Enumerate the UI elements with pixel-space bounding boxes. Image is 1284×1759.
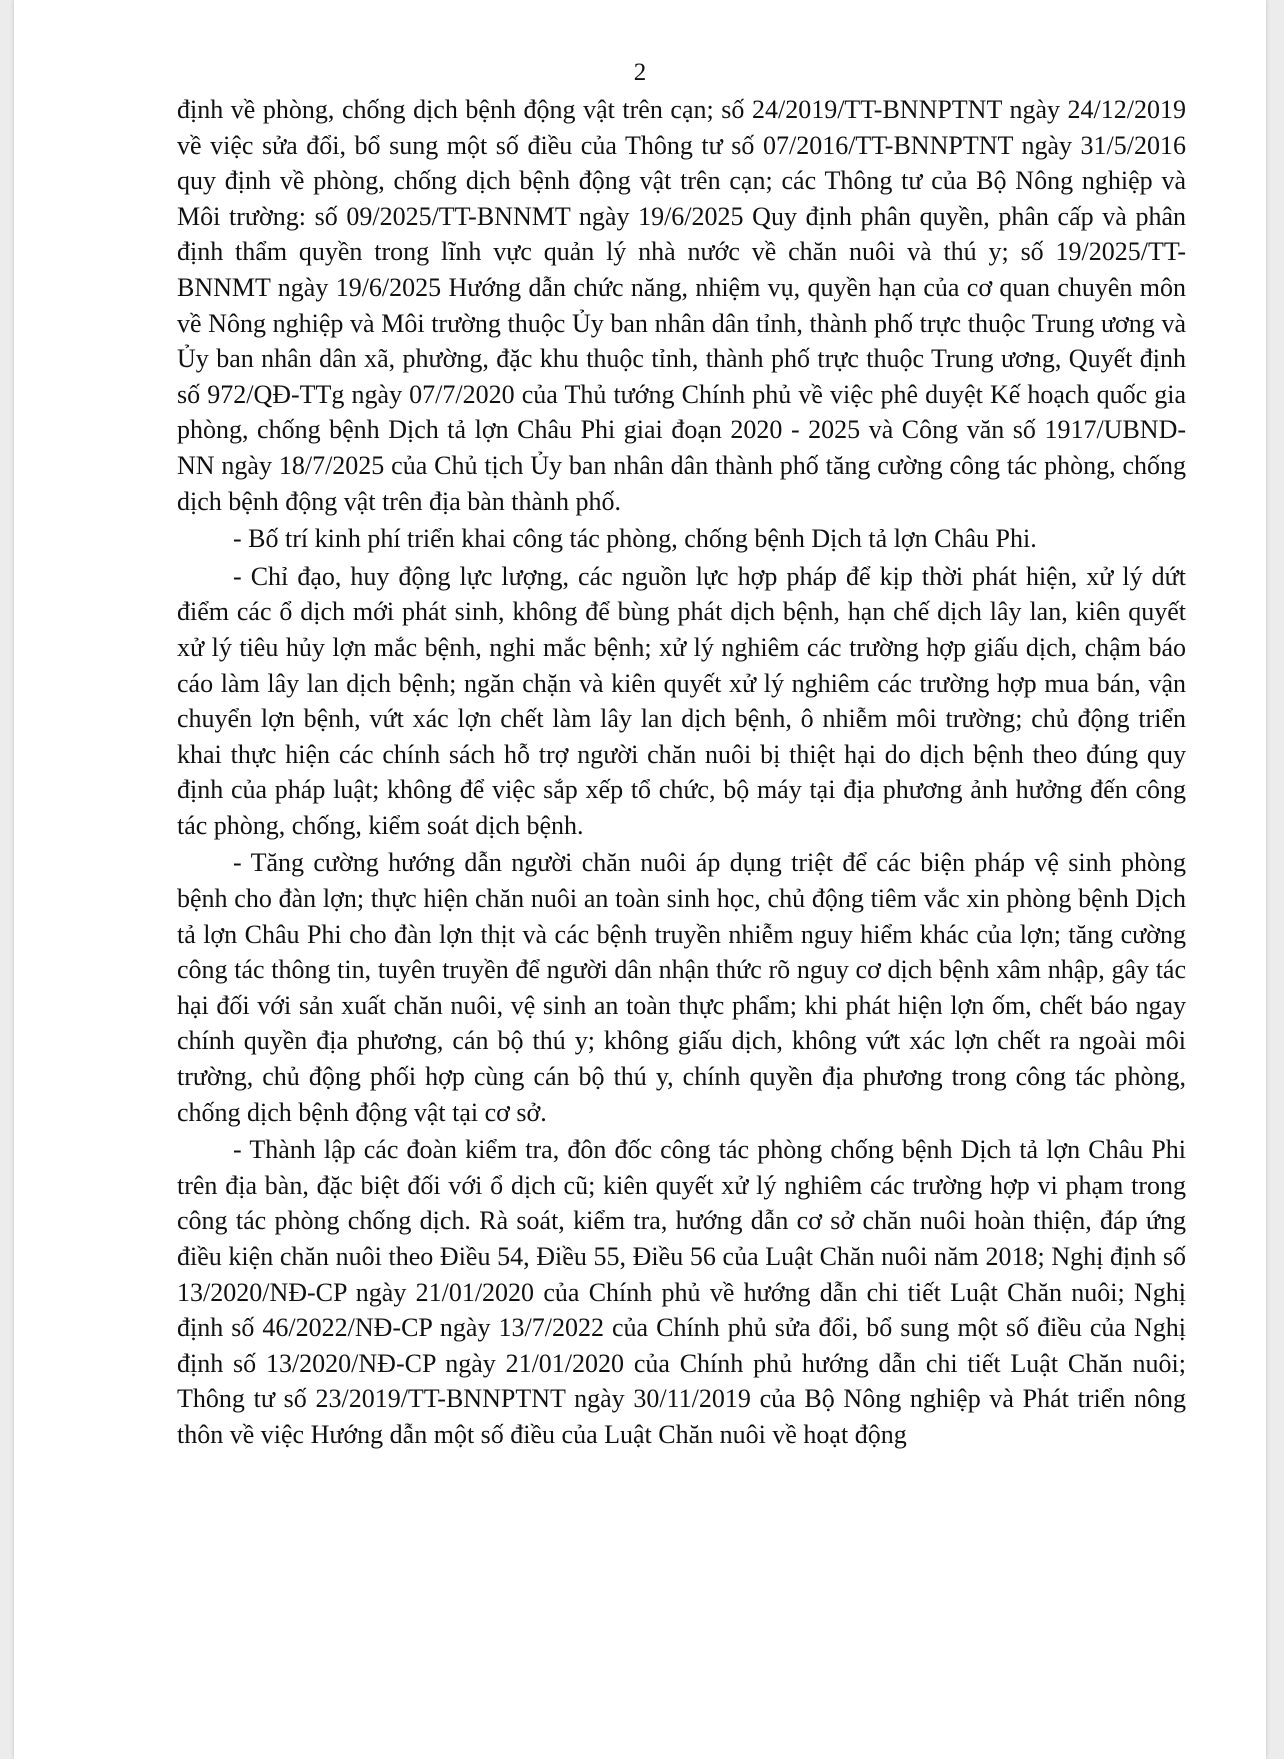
document-body [177,92,1186,1455]
paragraph-inspection: - Thành lập các đoàn kiểm tra, đôn đốc công tác phòng chống bệnh Dịch tả lợn Châu Phi trên địa bàn, đặc biệt đối với ổ dịch cũ; kiên quyết xử lý nghiêm các trường hợp vi phạm trong công tác phòng chống dịch. Rà soát, kiểm tra, hướng dẫn cơ sở chăn nuôi hoàn thiện, đáp ứng điều kiện chăn nuôi theo Điều 54, Điều 55, Điều 56 của Luật Chăn nuôi năm 2018; Nghị định số 13/2020/NĐ-CP ngày 21/01/2020 của Chính phủ về hướng dẫn chi tiết Luật Chăn nuôi; Nghị định số 46/2022/NĐ-CP ngày 13/7/2022 của Chính phủ sửa đổi, bổ sung một số điều của Nghị định số 13/2020/NĐ-CP ngày 21/01/2020 của Chính phủ hướng dẫn chi tiết Luật Chăn nuôi; Thông tư số 23/2019/TT-BNNPTNT ngày 30/11/2019 của Bộ Nông nghiệp và Phát triển nông thôn về việc Hướng dẫn một số điều của Luật Chăn nuôi về hoạt động [177,1135,1186,1449]
paragraph-continuation: định về phòng, chống dịch bệnh động vật trên cạn; số 24/2019/TT-BNNPTNT ngày 24/12/2019 về việc sửa đổi, bổ sung một số điều của Thông tư số 07/2016/TT-BNNPTNT ngày 31/5/2016 quy định về phòng, chống dịch bệnh động vật trên cạn; các Thông tư của Bộ Nông nghiệp và Môi trường: số 09/2025/TT-BNNMT ngày 19/6/2025 Quy định phân quyền, phân cấp và phân định thẩm quyền trong lĩnh vực quản lý nhà nước về chăn nuôi và thú y; số 19/2025/TT-BNNMT ngày 19/6/2025 Hướng dẫn chức năng, nhiệm vụ, quyền hạn của cơ quan chuyên môn về Nông nghiệp và Môi trường thuộc Ủy ban nhân dân tỉnh, thành phố trực thuộc Trung ương và Ủy ban nhân dân xã, phường, đặc khu thuộc tỉnh, thành phố trực thuộc Trung ương, Quyết định số 972/QĐ-TTg ngày 07/7/2020 của Thủ tướng Chính phủ về việc phê duyệt Kế hoạch quốc gia phòng, chống bệnh Dịch tả lợn Châu Phi giai đoạn 2020 - 2025 và Công văn số 1917/UBND-NN ngày 18/7/2025 của Chủ tịch Ủy ban nhân dân thành phố tăng cường công tác phòng, chống dịch bệnh động vật trên địa bàn thành phố. [177,95,1186,516]
page-number: 2 [633,59,647,86]
paragraph-direction: - Chỉ đạo, huy động lực lượng, các nguồn lực hợp pháp để kịp thời phát hiện, xử lý dứt điểm các ổ dịch mới phát sinh, không để bùng phát dịch bệnh, hạn chế dịch lây lan, kiên quyết xử lý tiêu hủy lợn mắc bệnh, nghi mắc bệnh; xử lý nghiêm các trường hợp giấu dịch, chậm báo cáo làm lây lan dịch bệnh; ngăn chặn và kiên quyết xử lý nghiêm các trường hợp mua bán, vận chuyển lợn bệnh, vứt xác lợn chết làm lây lan dịch bệnh, ô nhiễm môi trường; chủ động triển khai thực hiện các chính sách hỗ trợ người chăn nuôi bị thiệt hại do dịch bệnh theo đúng quy định của pháp luật; không để việc sắp xếp tổ chức, bộ máy tại địa phương ảnh hưởng đến công tác phòng, chống, kiểm soát dịch bệnh. [177,561,1186,840]
paragraph-funding: - Bố trí kinh phí triển khai công tác phòng, chống bệnh Dịch tả lợn Châu Phi. [233,524,1037,554]
paragraph-guidance: - Tăng cường hướng dẫn người chăn nuôi áp dụng triệt để các biện pháp vệ sinh phòng bệnh cho đàn lợn; thực hiện chăn nuôi an toàn sinh học, chủ động tiêm vắc xin phòng bệnh Dịch tả lợn Châu Phi cho đàn lợn thịt và các bệnh truyền nhiễm nguy hiểm khác của lợn; tăng cường công tác thông tin, tuyên truyền để người dân nhận thức rõ nguy cơ dịch bệnh xâm nhập, gây tác hại đối với sản xuất chăn nuôi, vệ sinh an toàn thực phẩm; khi phát hiện lợn ốm, chết báo ngay chính quyền địa phương, cán bộ thú y; không giấu dịch, không vứt xác lợn chết ra ngoài môi trường, chủ động phối hợp cùng cán bộ thú y, chính quyền địa phương trong công tác phòng, chống dịch bệnh động vật tại cơ sở. [177,848,1186,1127]
document-page [14,0,1266,1759]
